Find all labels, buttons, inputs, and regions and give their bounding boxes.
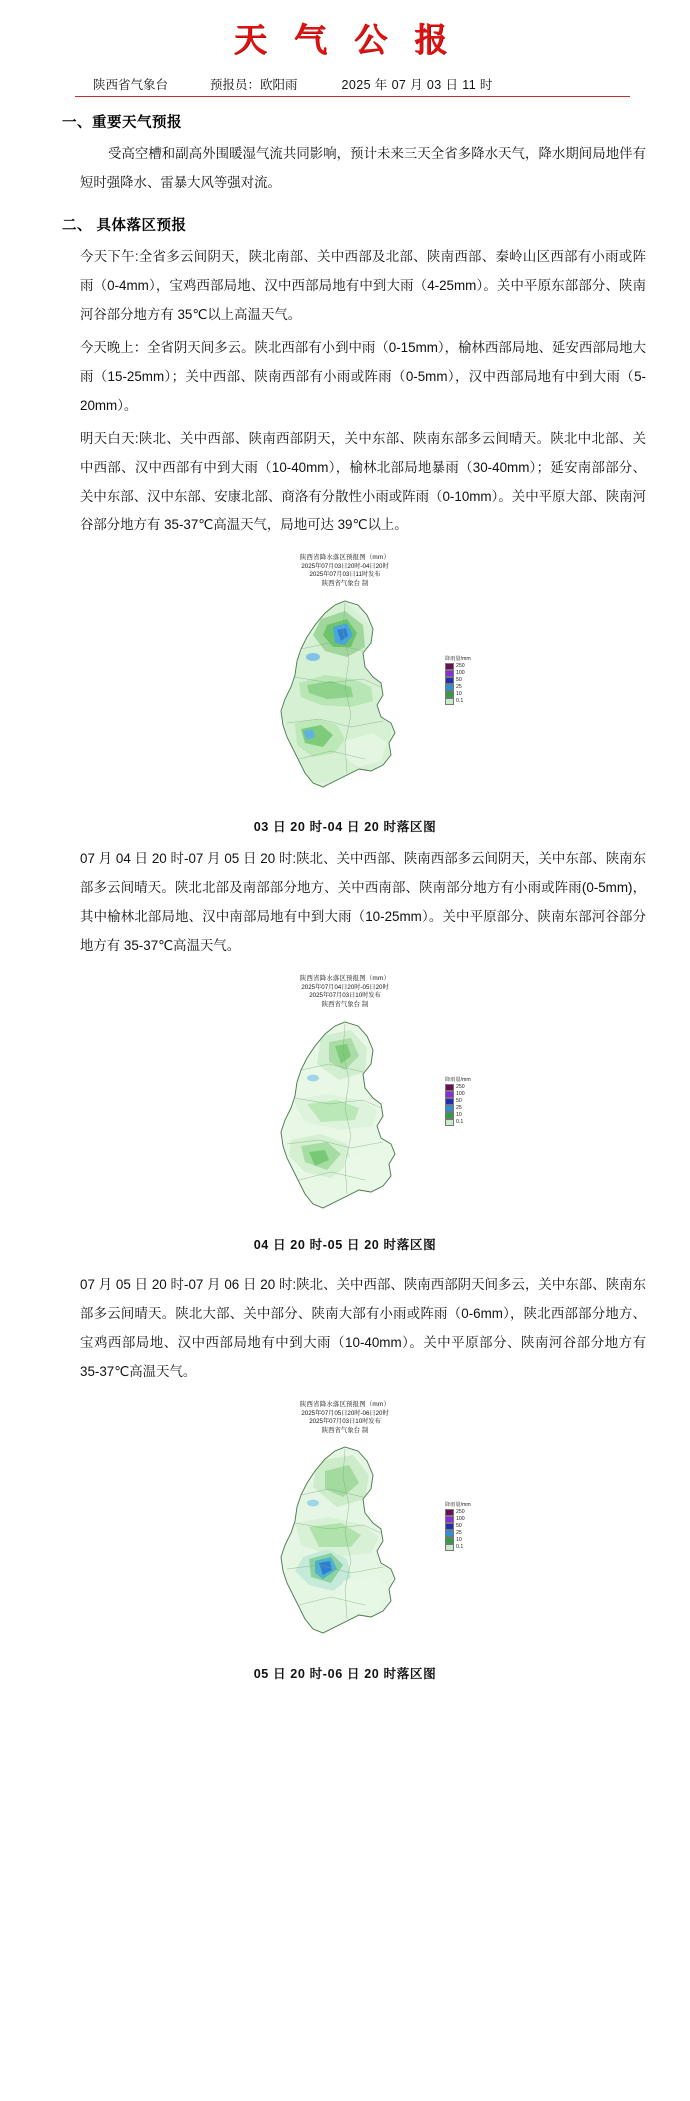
legend-label: 10 [456,690,462,697]
map-3-header [195,1401,495,1435]
legend-label: 100 [456,1516,465,1523]
legend-label: 10 [456,1111,462,1118]
map-1-issued: 2025年07月03日11时发布 [309,571,381,579]
section-heading-1: 一、重要天气预报 [62,115,182,131]
map-3-legend-items [445,1509,485,1551]
legend-label: 25 [456,683,462,690]
legend-item [445,1537,485,1544]
map-1-producer: 陕西省气象台 制 [321,580,369,588]
legend-item [445,1516,485,1523]
legend-label: 50 [456,676,462,683]
document-header [0,0,690,97]
legend-label: 0.1 [456,1544,464,1551]
legend-label: 0.1 [456,697,464,704]
map-2-period: 2025年07月04日20时-05日20时 [301,983,389,991]
legend-item [445,1509,485,1516]
legend-label: 100 [456,669,465,676]
map-2-legend-title: 降雨量/mm [445,1076,471,1083]
map-3-period: 2025年07月05日20时-06日20时 [301,1409,389,1417]
legend-label: 50 [456,1097,462,1104]
legend-label: 100 [456,1090,465,1097]
forecast-0705-0706: 07 月 05 日 20 时-07 月 06 日 20 时:陕北、关中西部、陕南西部阴天间多云，关中东部、陕南东部多云间晴天。陕北大部、关中部分、陕南大部有小雨或阵雨（0-6mm），陕北西部部分地方、宝鸡西部局地、汉中西部局地有中到大雨（10-40mm）。关中平原部分、陕南河谷部分地方有 35-37℃高温天气。 [80,1277,646,1380]
forecast-0704-0705: 07 月 04 日 20 时-07 月 05 日 20 时:陕北、关中西部、陕南西部多云间阴天，关中东部、陕南东部多云间晴天。陕北北部及南部部分地方、关中西南部、陕南部分地方有小雨或阵雨(0-5mm)，其中榆林北部局地、汉中南部局地有中到大雨（10-25mm）。关中平原部分、陕南东部河谷部分地方有 35-37℃高温天气。 [80,851,646,954]
map-3-canvas [195,1437,495,1652]
legend-item [445,1105,485,1112]
legend-swatch [445,1516,454,1523]
legend-swatch [445,1105,454,1112]
legend-item [445,1523,485,1530]
legend-item [445,1098,485,1105]
legend-swatch [445,698,454,705]
legend-item [445,1119,485,1126]
byline-rule [75,75,630,97]
map-1-legend [445,655,485,705]
forecast-this-afternoon: 今天下午:全省多云间阴天，陕北南部、关中西部及北部、陕南西部、秦岭山区西部有小雨或阵雨（0-4mm），宝鸡西部局地、汉中西部局地有中到大雨（4-25mm）。关中平原东部部分、陕南河谷部分地方有 35℃以上高温天气。 [80,248,646,322]
map-1-header [195,554,495,588]
legend-swatch [445,1112,454,1119]
legend-label: 25 [456,1530,462,1537]
legend-swatch [445,1537,454,1544]
legend-label: 10 [456,1537,462,1544]
legend-swatch [445,1091,454,1098]
precip-map-block-1 [22,554,668,835]
byline [75,75,630,93]
map-3-legend-title: 降雨量/mm [445,1502,471,1509]
map-1-caption: 03 日 20 时-04 日 20 时落区图 [253,820,437,835]
legend-item [445,663,485,670]
legend-item [445,698,485,705]
legend-swatch [445,1530,454,1537]
map-2-legend-items [445,1084,485,1126]
legend-item [445,1530,485,1537]
legend-swatch [445,670,454,677]
legend-item [445,1112,485,1119]
precip-map-figure-1 [195,554,495,809]
page-title: 天 气 公 报 [233,21,457,58]
map-3-producer: 陕西省气象台 制 [321,1426,369,1434]
legend-label: 25 [456,1104,462,1111]
map-1-canvas [195,591,495,806]
precip-map-block-2 [22,975,668,1253]
legend-swatch [445,1084,454,1091]
legend-swatch [445,1544,454,1551]
map-2-producer: 陕西省气象台 制 [321,1001,369,1009]
legend-swatch [445,1119,454,1126]
legend-item [445,1544,485,1551]
map-2-header [195,975,495,1009]
section-heading-2: 二、 具体落区预报 [62,217,187,234]
legend-swatch [445,691,454,698]
legend-item [445,684,485,691]
legend-label: 250 [456,1083,465,1090]
issue-datetime: 2025 年 07 月 03 日 11 时 [341,78,493,92]
legend-item [445,670,485,677]
map-2-legend [445,1076,485,1126]
precip-map-figure-2 [195,975,495,1227]
forecast-tonight: 今天晚上：全省阴天间多云。陕北西部有小到中雨（0-15mm），榆林西部局地、延安西部局地大雨（15-25mm）；关中西部、陕南西部有小雨或阵雨（0-5mm），汉中西部局地有中到大雨（5-20mm）。 [80,339,646,413]
map-3-title: 陕西省降水落区预报图（mm） [299,1401,391,1409]
map-1-title: 陕西省降水落区预报图（mm） [299,554,391,562]
legend-item [445,691,485,698]
legend-swatch [445,1509,454,1516]
legend-item [445,1084,485,1091]
legend-label: 250 [456,1509,465,1516]
map-3-legend [445,1501,485,1551]
legend-swatch [445,677,454,684]
legend-label: 250 [456,662,465,669]
issuing-office: 陕西省气象台 [93,78,169,92]
forecast-tomorrow-daytime: 明天白天:陕北、关中西部、陕南西部阴天，关中东部、陕南东部多云间晴天。陕北中北部、关中西部、汉中西部有中到大雨（10-40mm），榆林北部局地暴雨（30-40mm）；延安南部部分、关中东部、汉中东部、安康北部、商洛有分散性小雨或阵雨（0-10mm）。关中平原大部、陕南河谷部分地方有 35-37℃高温天气，局地可达 39℃以上。 [80,430,646,533]
document-body [0,111,690,1682]
legend-label: 0.1 [456,1118,464,1125]
legend-swatch [445,1098,454,1105]
map-2-issued: 2025年07月03日10时发布 [309,991,381,999]
map-2-caption: 04 日 20 时-05 日 20 时落区图 [253,1238,437,1253]
legend-swatch [445,684,454,691]
section-1-paragraph-1: 受高空槽和副高外围暖湿气流共同影响，预计未来三天全省多降水天气，降水期间局地伴有短时强降水、雷暴大风等强对流。 [80,146,646,190]
precip-map-block-3 [22,1401,668,1682]
legend-item [445,677,485,684]
map-3-caption: 05 日 20 时-06 日 20 时落区图 [253,1667,437,1682]
map-3-issued: 2025年07月03日10时发布 [309,1417,381,1425]
map-1-legend-items [445,663,485,705]
legend-label: 50 [456,1523,462,1530]
legend-swatch [445,1523,454,1530]
map-2-canvas [195,1012,495,1227]
map-1-period: 2025年07月03日20时-04日20时 [301,562,389,570]
precip-map-figure-3 [195,1401,495,1656]
legend-swatch [445,663,454,670]
forecaster-name: 预报员：欧阳雨 [210,78,298,92]
map-1-legend-title: 降雨量/mm [445,655,471,662]
legend-item [445,1091,485,1098]
map-2-title: 陕西省降水落区预报图（mm） [299,975,391,983]
